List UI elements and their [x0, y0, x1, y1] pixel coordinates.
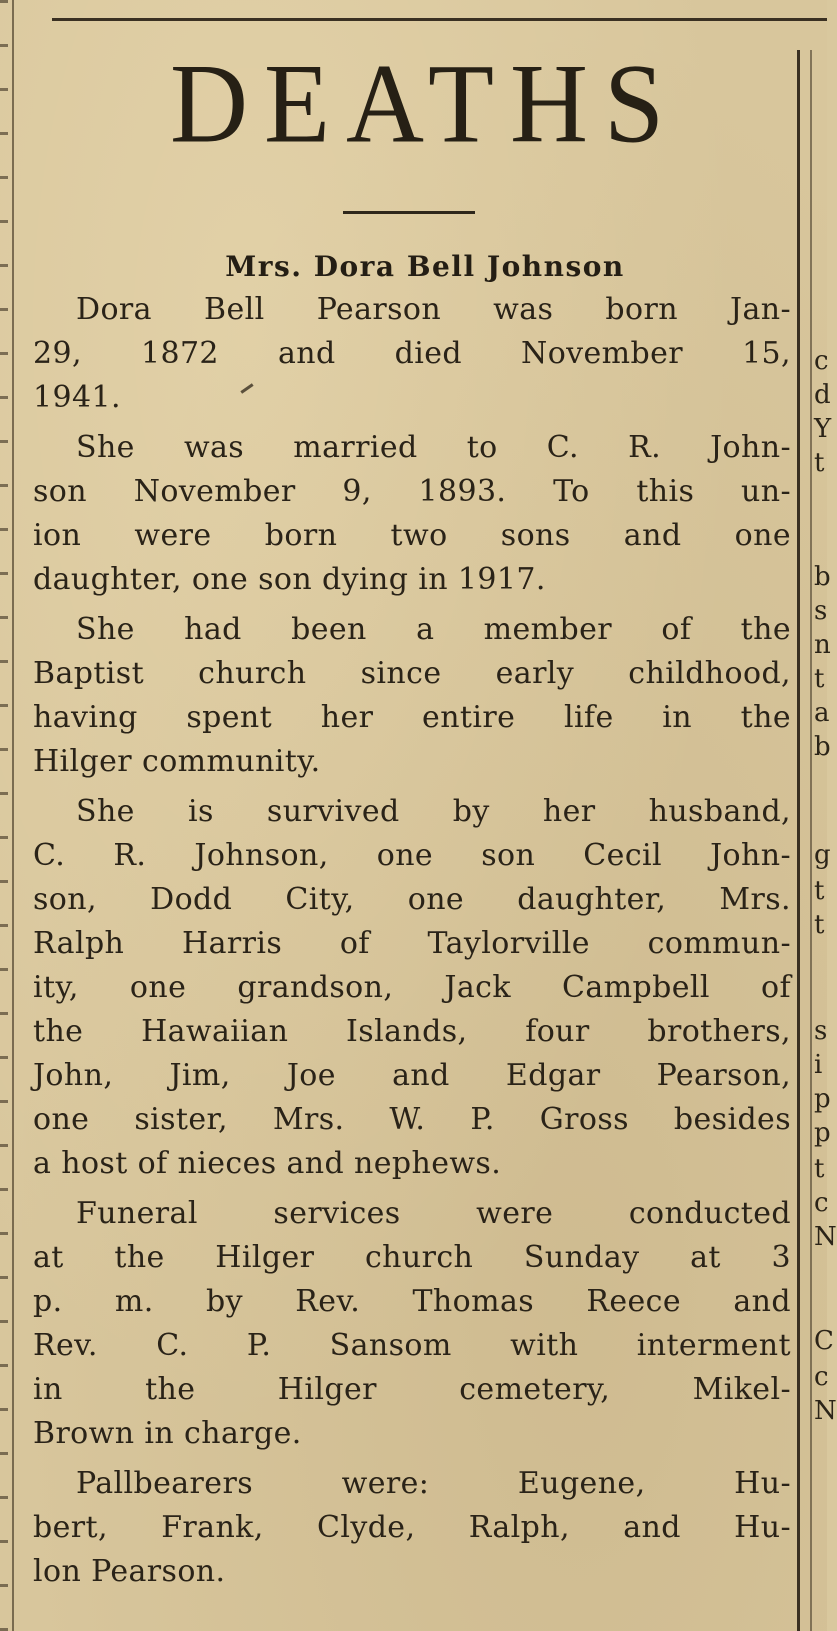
adjacent-column-letter: s — [814, 596, 828, 626]
paragraph-line: one sister, Mrs. W. P. Gross besides — [33, 1102, 791, 1137]
adjacent-column-letter: t — [814, 1154, 825, 1184]
right-column-rule — [797, 50, 800, 1631]
paragraph-line: Dora Bell Pearson was born Jan- — [76, 292, 791, 327]
obituary-body — [33, 288, 791, 1594]
paragraph-line: John, Jim, Joe and Edgar Pearson, — [33, 1058, 791, 1093]
obituary-paragraph — [33, 1192, 791, 1456]
adjacent-column-letter: d — [814, 380, 831, 410]
paragraph-line: She is survived by her husband, — [76, 794, 791, 829]
paragraph-line: Pallbearers were: Eugene, Hu- — [76, 1466, 791, 1501]
adjacent-column-letter: C — [814, 1326, 834, 1356]
adjacent-column-letter: p — [814, 1084, 831, 1114]
section-headline: DEATHS — [169, 41, 681, 167]
adjacent-column-letter: i — [814, 1050, 823, 1080]
paragraph-line: ion were born two sons and one — [33, 518, 791, 553]
adjacent-column-letter: t — [814, 448, 825, 478]
adjacent-column-letter: N — [814, 1396, 837, 1426]
adjacent-column-letter: n — [814, 630, 831, 660]
obituary-paragraph — [33, 426, 791, 602]
paragraph-line: 1941. — [33, 380, 121, 415]
paragraph-line: Funeral services were conducted — [76, 1196, 791, 1231]
obituary-paragraph — [33, 608, 791, 784]
paragraph-line: having spent her entire life in the — [33, 700, 791, 735]
paragraph-line: in the Hilger cemetery, Mikel- — [33, 1372, 791, 1407]
adjacent-column-letter: b — [814, 562, 831, 592]
adjacent-column-letter: a — [814, 698, 830, 728]
adjacent-column-letter: c — [814, 1362, 829, 1392]
adjacent-column-letter: b — [814, 732, 831, 762]
paragraph-line: the Hawaiian Islands, four brothers, — [33, 1014, 791, 1049]
obituary-paragraph — [33, 790, 791, 1186]
paragraph-line: She was married to C. R. John- — [76, 430, 791, 465]
adjacent-column-letter: s — [814, 1016, 828, 1046]
adjacent-column-letter: p — [814, 1118, 831, 1148]
paragraph-line: C. R. Johnson, one son Cecil John- — [33, 838, 791, 873]
adjacent-column-letter: N — [814, 1222, 837, 1252]
adjacent-column-letter: Y — [814, 414, 832, 444]
obituary-paragraph — [33, 288, 791, 420]
left-gutter-marks — [0, 0, 8, 1631]
paragraph-line: son November 9, 1893. To this un- — [33, 474, 791, 509]
adjacent-column-letter: t — [814, 876, 825, 906]
top-rule — [52, 18, 827, 21]
headline-divider — [343, 211, 475, 214]
adjacent-column-letter: t — [814, 910, 825, 940]
paragraph-line: son, Dodd City, one daughter, Mrs. — [33, 882, 791, 917]
paragraph-line: Ralph Harris of Taylorville commun- — [33, 926, 791, 961]
paragraph-line: Brown in charge. — [33, 1416, 302, 1451]
paragraph-line: Rev. C. P. Sansom with interment — [33, 1328, 791, 1363]
paragraph-line: daughter, one son dying in 1917. — [33, 562, 546, 597]
paragraph-line: Hilger community. — [33, 744, 321, 779]
paragraph-line: a host of nieces and nephews. — [33, 1146, 502, 1181]
adjacent-column-letter: c — [814, 1188, 829, 1218]
paragraph-line: bert, Frank, Clyde, Ralph, and Hu- — [33, 1510, 791, 1545]
adjacent-column-fragment — [812, 330, 837, 1630]
obituary-paragraph — [33, 1462, 791, 1594]
paragraph-line: p. m. by Rev. Thomas Reece and — [33, 1284, 791, 1319]
obituary-byline: Mrs. Dora Bell Johnson — [225, 250, 625, 283]
adjacent-column-letter: t — [814, 664, 825, 694]
paragraph-line: at the Hilger church Sunday at 3 — [33, 1240, 791, 1275]
paragraph-line: ity, one grandson, Jack Campbell of — [33, 970, 791, 1005]
left-column-rule — [12, 0, 14, 1631]
paragraph-line: She had been a member of the — [76, 612, 791, 647]
paragraph-line: Baptist church since early childhood, — [33, 656, 791, 691]
adjacent-column-letter: c — [814, 346, 829, 376]
adjacent-column-letter: g — [814, 840, 831, 870]
paragraph-line: 29, 1872 and died November 15, — [33, 336, 791, 371]
paragraph-line: lon Pearson. — [33, 1554, 226, 1589]
